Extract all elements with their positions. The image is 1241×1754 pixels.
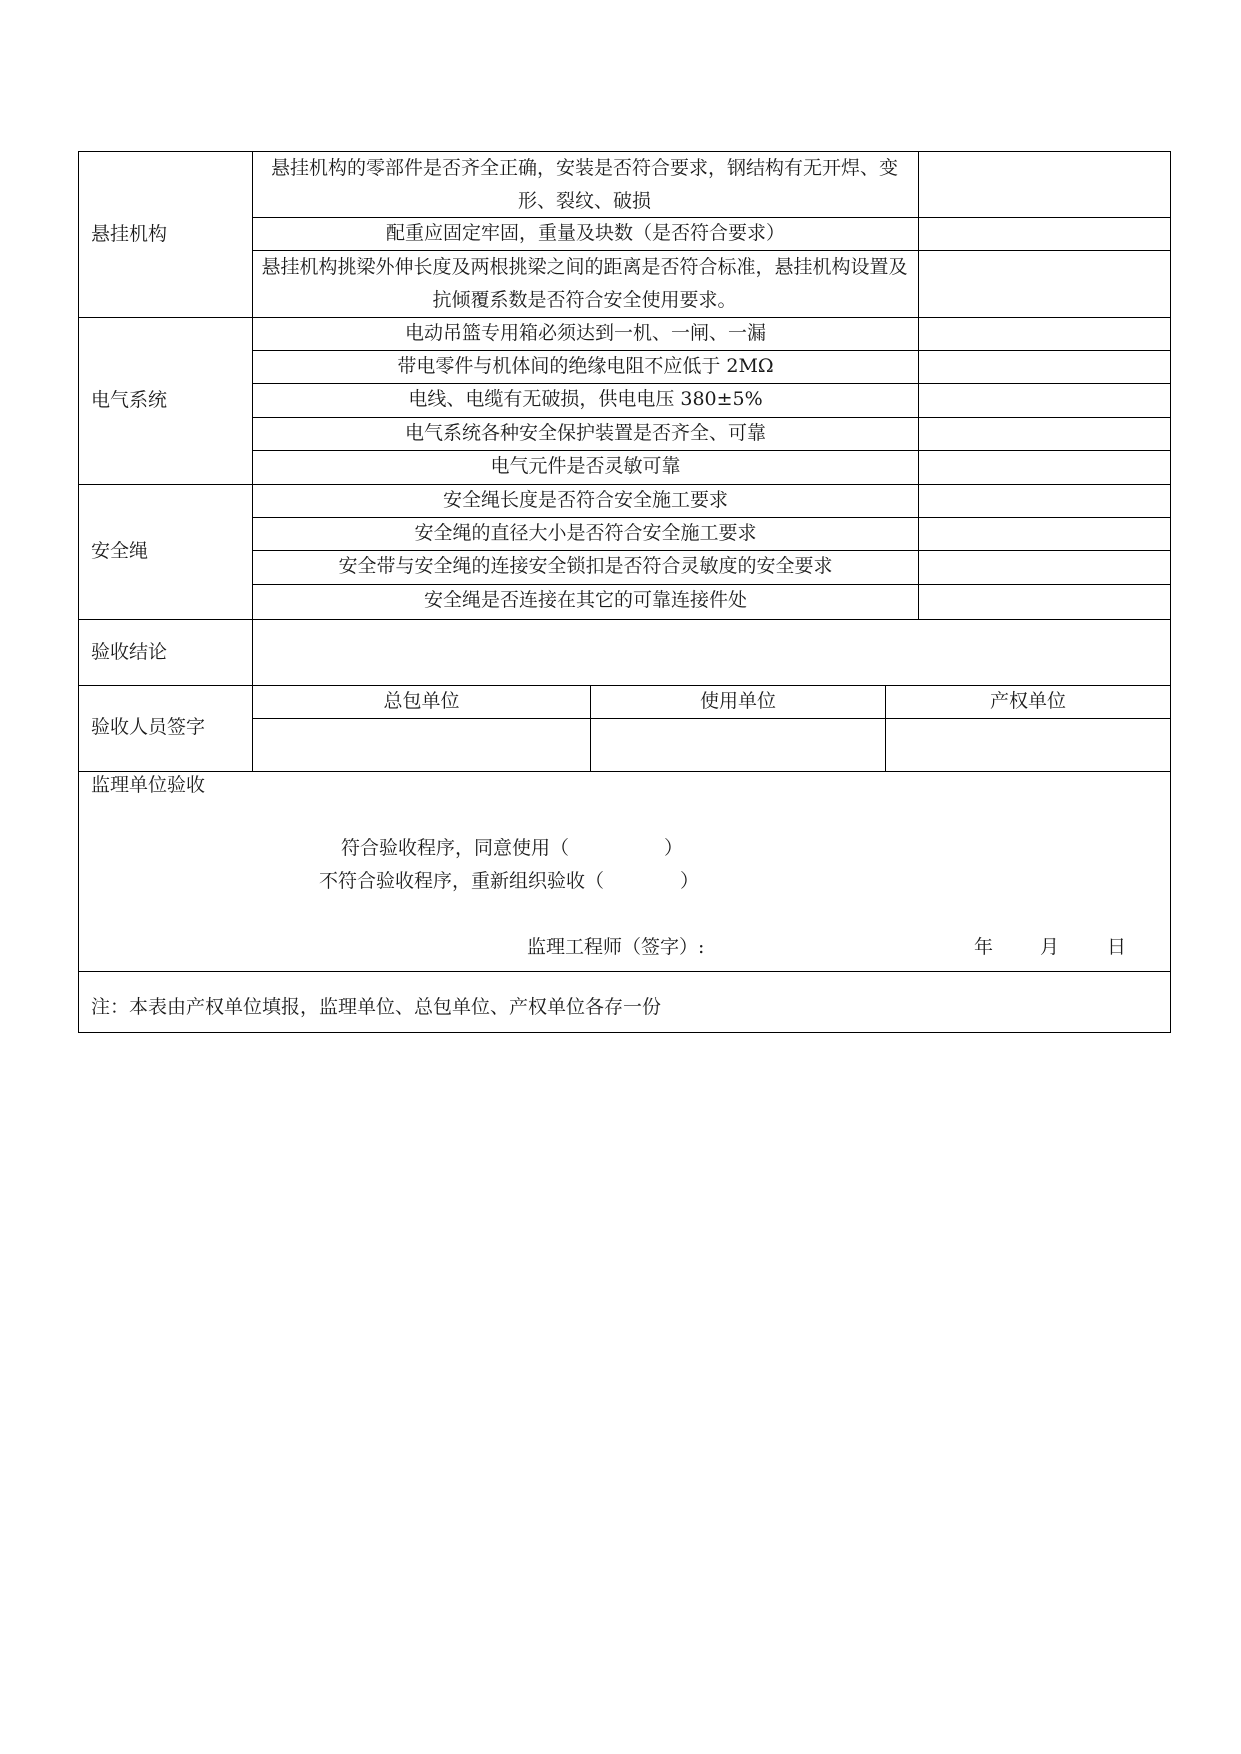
item-suspension-2: 配重应固定牢固，重量及块数（是否符合要求） bbox=[385, 222, 785, 244]
item-electrical-3: 电线、电缆有无破损，供电电压 380±5% bbox=[408, 388, 763, 410]
signature-field-owner-unit[interactable] bbox=[886, 719, 1170, 771]
conclusion-label: 验收结论 bbox=[91, 641, 168, 663]
divider bbox=[79, 771, 1170, 772]
divider bbox=[252, 584, 1170, 585]
divider bbox=[79, 484, 1170, 485]
divider bbox=[252, 350, 1170, 351]
date-year: 年 bbox=[974, 936, 994, 958]
signature-field-general-contractor[interactable] bbox=[253, 719, 590, 771]
divider bbox=[252, 517, 1170, 518]
item-electrical-1: 电动吊篮专用箱必须达到一机、一闸、一漏 bbox=[404, 322, 766, 344]
category-electrical: 电气系统 bbox=[91, 389, 168, 411]
conclusion-field[interactable] bbox=[253, 620, 1170, 685]
divider bbox=[252, 450, 1170, 451]
item-electrical-4: 电气系统各种安全保护装置是否齐全、可靠 bbox=[404, 422, 766, 444]
divider bbox=[79, 685, 1170, 686]
supervision-label: 监理单位验收 bbox=[91, 774, 206, 796]
divider bbox=[252, 383, 1170, 384]
item-rope-3: 安全带与安全绳的连接安全锁扣是否符合灵敏度的安全要求 bbox=[338, 555, 833, 577]
item-electrical-5: 电气元件是否灵敏可靠 bbox=[490, 455, 681, 477]
category-suspension: 悬挂机构 bbox=[91, 223, 168, 245]
item-suspension-3: 悬挂机构挑梁外伸长度及两根挑梁之间的距离是否符合标准，悬挂机构设置及抗倾覆系数是否符合安全使用要求。 bbox=[261, 256, 908, 311]
signature-field-user-unit[interactable] bbox=[591, 719, 885, 771]
divider bbox=[252, 417, 1170, 418]
divider bbox=[79, 971, 1170, 972]
date-day: 日 bbox=[1107, 936, 1127, 958]
item-electrical-2: 带电零件与机体间的绝缘电阻不应低于 2MΩ bbox=[397, 355, 774, 377]
supervision-engineer-signature: 监理工程师（签字）: bbox=[527, 936, 705, 958]
category-safety-rope: 安全绳 bbox=[91, 540, 149, 562]
item-rope-1: 安全绳长度是否符合安全施工要求 bbox=[442, 489, 728, 511]
acceptance-form-table bbox=[78, 151, 1171, 1033]
item-rope-4: 安全绳是否连接在其它的可靠连接件处 bbox=[423, 589, 747, 611]
divider bbox=[252, 550, 1170, 551]
signature-col-general-contractor: 总包单位 bbox=[383, 690, 460, 712]
item-rope-2: 安全绳的直径大小是否符合安全施工要求 bbox=[414, 522, 757, 544]
date-month: 月 bbox=[1040, 936, 1060, 958]
supervision-agree-option[interactable]: 符合验收程序，同意使用（ ） bbox=[341, 837, 684, 859]
item-suspension-1: 悬挂机构的零部件是否齐全正确，安装是否符合要求，钢结构有无开焊、变形、裂纹、破损 bbox=[270, 157, 898, 212]
signature-label: 验收人员签字 bbox=[91, 716, 206, 738]
supervision-disagree-option[interactable]: 不符合验收程序，重新组织验收（ ） bbox=[319, 870, 700, 892]
signature-col-user-unit: 使用单位 bbox=[699, 690, 776, 712]
form-note: 注：本表由产权单位填报，监理单位、总包单位、产权单位各存一份 bbox=[91, 996, 662, 1018]
signature-col-owner-unit: 产权单位 bbox=[989, 690, 1066, 712]
divider bbox=[79, 317, 1170, 318]
